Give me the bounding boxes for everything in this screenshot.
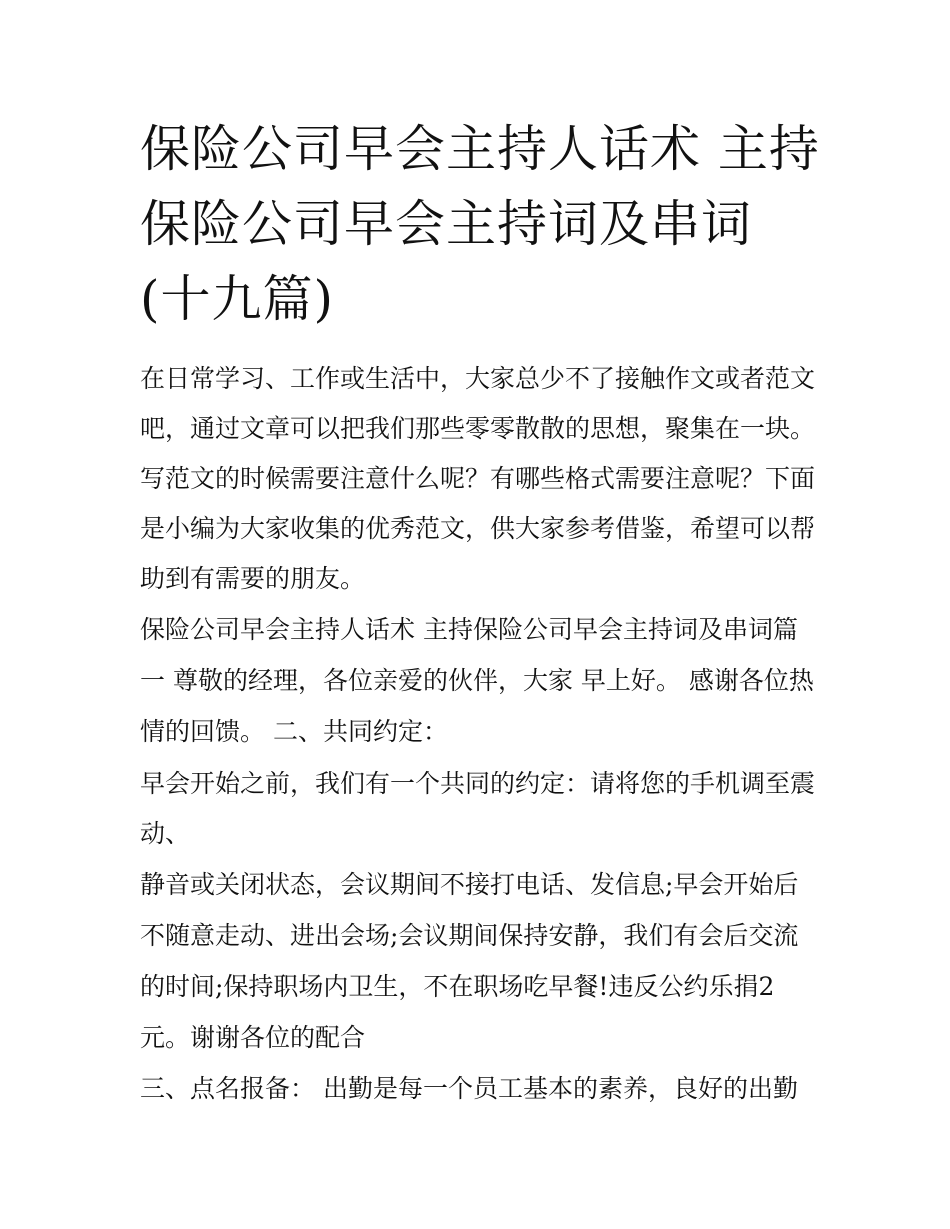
- body-line: 动、: [140, 819, 191, 848]
- body-line: 三、点名报备： 出勤是每一个员工基本的素养，良好的出勤: [140, 1074, 798, 1103]
- body-line: 不随意走动、进出会场;会议期间保持安静，我们有会后交流: [140, 921, 799, 950]
- body-line: 保险公司早会主持人话术 主持保险公司早会主持词及串词篇: [140, 615, 798, 644]
- body-line: 助到有需要的朋友。: [140, 564, 366, 593]
- body-line: 是小编为大家收集的优秀范文，供大家参考借鉴，希望可以帮: [140, 514, 816, 543]
- body-line: 元。谢谢各位的配合: [140, 1023, 366, 1052]
- body-line: 情的回馈。 二、共同约定：: [140, 717, 448, 746]
- body-line: 静音或关闭状态，会议期间不接打电话、发信息;早会开始后: [140, 870, 799, 899]
- body-line: 一 尊敬的经理，各位亲爱的伙伴，大家 早上好。 感谢各位热: [140, 666, 814, 695]
- document-title: 保险公司早会主持人话术 主持保险公司早会主持词及串词(十九篇): [140, 120, 820, 328]
- body-line: 吧，通过文章可以把我们那些零零散散的思想，聚集在一块。: [140, 414, 816, 443]
- body-line: 的时间;保持职场内卫生，不在职场吃早餐!违反公约乐捐2: [140, 972, 775, 1001]
- body-line: 在日常学习、工作或生活中，大家总少不了接触作文或者范文: [140, 364, 816, 393]
- body-line: 写范文的时候需要注意什么呢？有哪些格式需要注意呢？下面: [140, 464, 816, 493]
- body-line: 早会开始之前，我们有一个共同的约定：请将您的手机调至震: [140, 769, 816, 798]
